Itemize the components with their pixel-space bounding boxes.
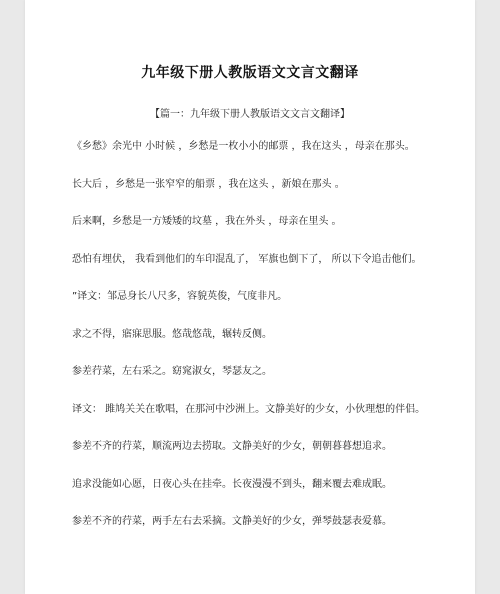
paragraph: 参差荇菜，左右采之。窈窕淑女，琴瑟友之。 (72, 366, 272, 377)
paragraph: 译文： 雎鸠关关在歌唱，在那河中沙洲上。文静美好的少女，小伙理想的伴侣。 (72, 403, 426, 415)
document-subtitle: 【篇一：九年级下册人教版语文文言文翻译】 (150, 109, 350, 120)
paragraph: 恐怕有埋伏， 我看到他们的车印混乱了， 军旗也倒下了， 所以下令追击他们。 (72, 253, 422, 265)
paragraph: 追求没能如心愿，日夜心头在挂牵。长夜漫漫不到头，翻来覆去难成眠。 (72, 478, 392, 490)
paragraph: 求之不得，寤寐思服。悠哉悠哉，辗转反侧。 (72, 328, 272, 340)
paragraph: 参差不齐的荇菜，顺流两边去捞取。文静美好的少女，朝朝暮暮想追求。 (72, 441, 392, 452)
document-page (25, 0, 475, 594)
document-body (72, 140, 452, 553)
paragraph: 参差不齐的荇菜，两手左右去采摘。文静美好的少女，弹琴鼓瑟表爱慕。 (72, 516, 392, 527)
document-title: 九年级下册人教版语文文言文翻译 (141, 65, 359, 81)
paragraph: 长大后 ，乡愁是一张窄窄的船票 ，我在这头 ，新娘在那头 。 (72, 178, 345, 190)
paragraph: ”译文：邹忌身长八尺多，容貌英俊，气度非凡。 (72, 291, 288, 302)
paragraph: 后来啊，乡愁是一方矮矮的坟墓 ，我在外头 ，母亲在里头 。 (72, 216, 342, 227)
paragraph: 《乡愁》余光中 小时候 ，乡愁是一枚小小的邮票 ，我在这头 ，母亲在那头。 (72, 141, 415, 152)
